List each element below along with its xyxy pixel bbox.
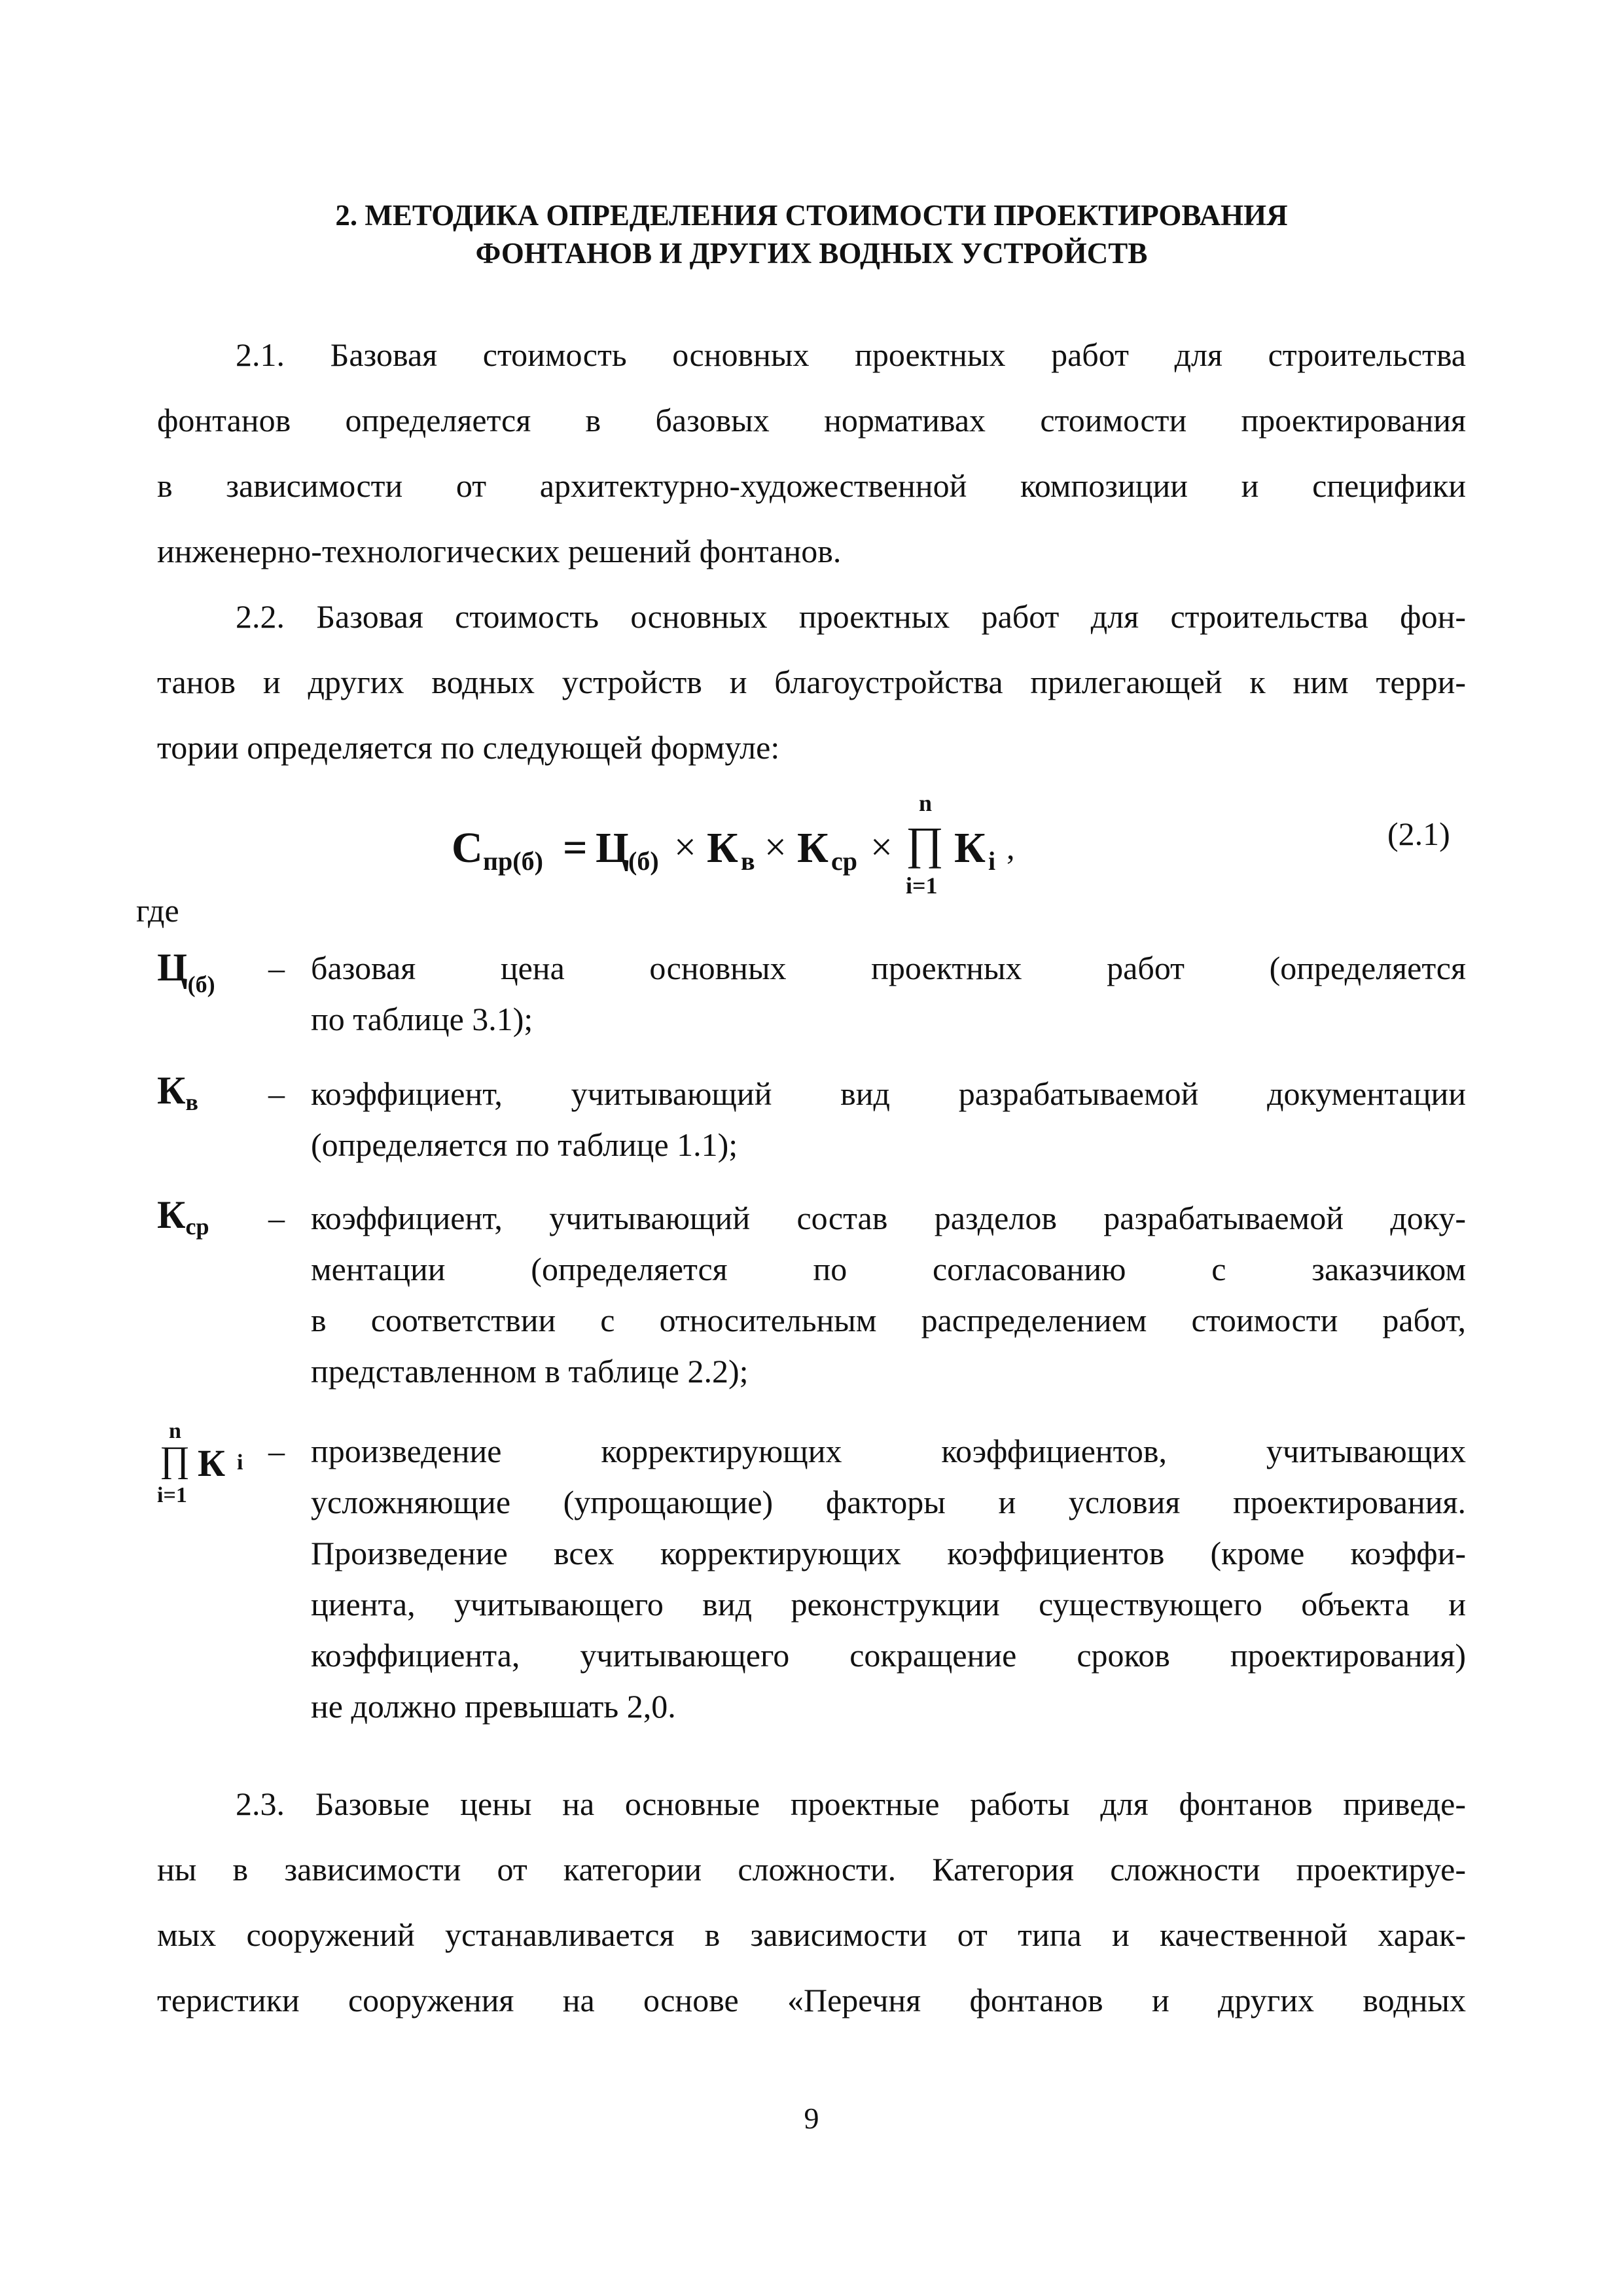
definition-text	[311, 1426, 1466, 1732]
definition-line: коэффициента, учитывающего сокращение сроков проектирования)	[311, 1637, 1466, 1674]
formula-prod-upper: n	[919, 790, 933, 816]
formula-times-1: ×	[674, 825, 696, 869]
definition-symbol	[157, 1419, 262, 1524]
paragraph-line: в зависимости от архитектурно-художественной композиции и специфики	[157, 467, 1466, 504]
definition-line: Произведение всех корректирующих коэффициентов (кроме коэффи-	[311, 1535, 1466, 1571]
paragraph-line: 2.3. Базовые цены на основные проектные работы для фонтанов приведе-	[236, 1785, 1466, 1822]
definition-line: коэффициент, учитывающий вид разрабатываемой документации	[311, 1075, 1466, 1112]
definition-text	[311, 1193, 1466, 1397]
definition-ts	[157, 942, 1466, 1047]
equation-number: (2.1)	[1387, 816, 1450, 852]
definition-ksr	[157, 1193, 1466, 1402]
heading-line-1: 2. МЕТОДИКА ОПРЕДЕЛЕНИЯ СТОИМОСТИ ПРОЕКТИРОВАНИЯ	[335, 199, 1288, 232]
definition-symbol	[157, 945, 215, 997]
symbol-main: Ц	[157, 946, 188, 989]
formula-c: С	[452, 824, 483, 872]
paragraph-line: ны в зависимости от категории сложности. Категория сложности проектируе-	[157, 1851, 1466, 1888]
product-lower-limit: i=1	[157, 1483, 187, 1507]
definition-symbol	[157, 1193, 209, 1238]
formula-comma: ,	[1007, 829, 1015, 866]
definition-line: коэффициент, учитывающий состав разделов разрабатываемой доку-	[311, 1200, 1466, 1236]
definition-text	[311, 1068, 1466, 1170]
paragraph-line: инженерно-технологических решений фонтанов.	[157, 533, 842, 569]
formula-ki: К	[954, 824, 986, 872]
paragraph-line: тории определяется по следующей формуле:	[157, 729, 780, 766]
definition-kv	[157, 1068, 1466, 1173]
formula-kv-subscript: в	[741, 846, 755, 876]
paragraph-2-2	[157, 584, 1466, 780]
paragraph-2-1	[157, 322, 1466, 584]
definition-line: представленном в таблице 2.2);	[311, 1353, 749, 1390]
definition-line: по таблице 3.1);	[311, 1001, 533, 1037]
definition-line: не должно превышать 2,0.	[311, 1688, 676, 1725]
paragraph-line: мых сооружений устанавливается в зависимости от типа и качественной харак-	[157, 1916, 1466, 1953]
formula-ts-subscript: (б)	[628, 846, 659, 876]
where-label: где	[136, 892, 179, 929]
definition-line: ментации (определяется по согласованию с заказчиком	[311, 1251, 1466, 1287]
product-upper-limit: n	[169, 1419, 181, 1443]
definition-line: усложняющие (упрощающие) факторы и условия проектирования.	[311, 1484, 1466, 1520]
definition-line: произведение корректирующих коэффициентов, учитывающих	[311, 1433, 1466, 1469]
definition-dash: –	[268, 1200, 285, 1236]
paragraph-2-3	[157, 1771, 1466, 2033]
paragraph-line: 2.2. Базовая стоимость основных проектных работ для строительства фон-	[236, 598, 1466, 635]
formula-times-2: ×	[764, 825, 787, 869]
definition-dash: –	[268, 950, 285, 986]
paragraph-line: фонтанов определяется в базовых нормативах стоимости проектирования	[157, 402, 1466, 439]
page-number: 9	[804, 2102, 819, 2135]
paragraph-line: танов и других водных устройств и благоустройства прилегающей к ним терри-	[157, 664, 1466, 700]
symbol-subscript: i	[237, 1450, 243, 1475]
definition-line: в соответствии с относительным распределением стоимости работ,	[311, 1302, 1466, 1338]
formula-ksr: К	[797, 824, 829, 872]
symbol-main: К	[198, 1442, 226, 1484]
formula-times-3: ×	[870, 825, 893, 869]
product-icon: ∏	[906, 819, 944, 869]
paragraph-line: 2.1. Базовая стоимость основных проектных работ для строительства	[236, 336, 1466, 373]
definition-line: (определяется по таблице 1.1);	[311, 1126, 738, 1163]
formula-ksr-subscript: ср	[831, 846, 857, 876]
paragraph-line: теристики сооружения на основе «Перечня фонтанов и других водных	[157, 1982, 1466, 2018]
formula-prod-lower: i=1	[906, 872, 938, 899]
symbol-subscript: ср	[185, 1213, 209, 1240]
symbol-main: К	[157, 1193, 186, 1236]
definition-dash: –	[268, 1075, 285, 1112]
formula-equals: =	[563, 824, 588, 872]
definition-line: циента, учитывающего вид реконструкции существующего объекта и	[311, 1586, 1466, 1623]
symbol-main: К	[157, 1069, 186, 1112]
product-icon: ∏	[160, 1439, 190, 1480]
symbol-subscript: (б)	[187, 971, 215, 997]
formula-kv: К	[707, 824, 738, 872]
heading-line-2: ФОНТАНОВ И ДРУГИХ ВОДНЫХ УСТРОЙСТВ	[475, 237, 1148, 270]
definition-product	[157, 1419, 1466, 1740]
section-heading	[157, 196, 1466, 272]
symbol-subscript: в	[185, 1089, 198, 1115]
definition-dash: –	[268, 1433, 285, 1469]
formula-ts: Ц	[596, 824, 630, 872]
definition-line: базовая цена основных проектных работ (определяется	[311, 950, 1466, 986]
definition-symbol	[157, 1068, 198, 1113]
formula-2-1	[452, 785, 1041, 916]
formula-c-subscript: пр(б)	[483, 846, 543, 876]
formula-ki-subscript: i	[988, 846, 996, 876]
definition-text	[311, 942, 1466, 1045]
